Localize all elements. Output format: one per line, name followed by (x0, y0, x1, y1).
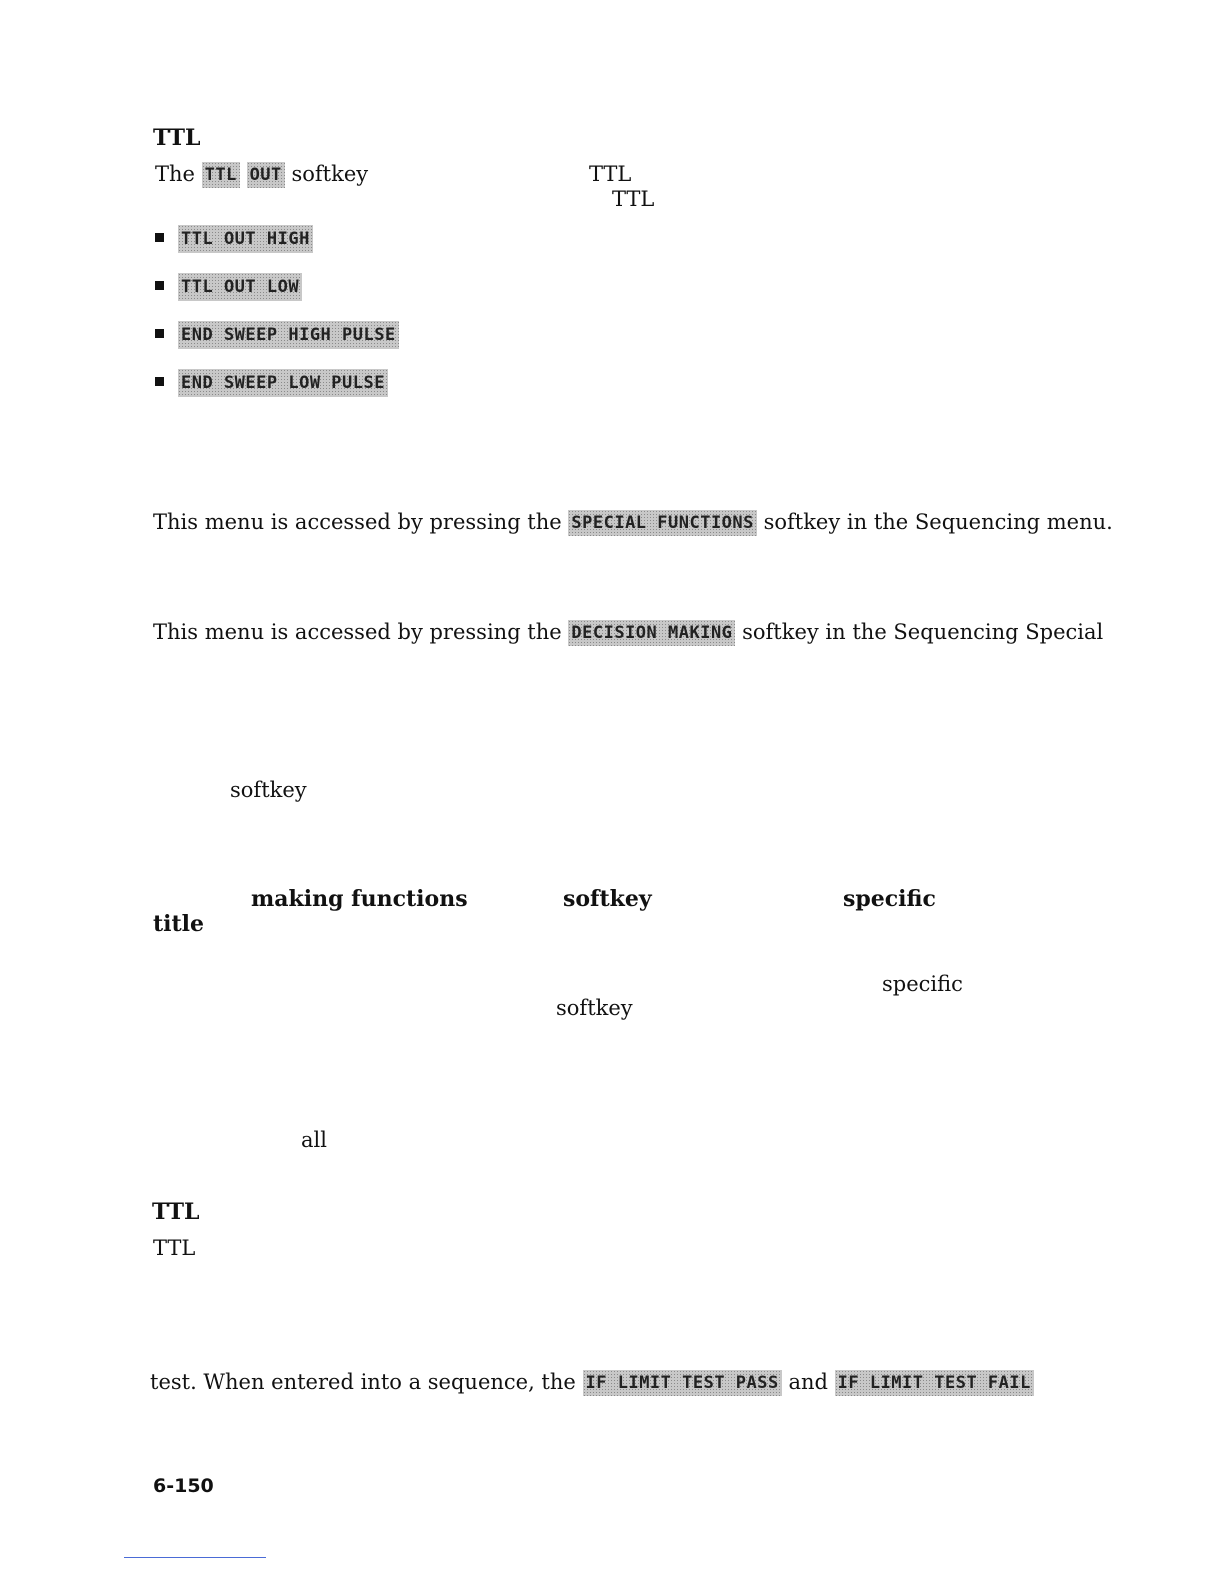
fragment-softkey: softkey (230, 778, 307, 802)
decision-making-paragraph (153, 620, 1103, 646)
heading-fragment-specific: specific (843, 886, 936, 912)
softkey-ttl: TTL (202, 162, 240, 188)
option-list-item (155, 273, 302, 301)
text-softkey: softkey (291, 162, 369, 186)
bullet-icon (155, 233, 164, 242)
option-list-item (155, 225, 313, 253)
softkey-special-functions: SPECIAL FUNCTIONS (568, 510, 757, 536)
page-number: 6-150 (153, 1475, 214, 1497)
text-sequencing-special: softkey in the Sequencing Special (742, 620, 1104, 644)
text-sequencing-menu: softkey in the Sequencing menu. (763, 510, 1113, 534)
footer-divider (124, 1557, 266, 1558)
softkey-if-limit-test-pass: IF LIMIT TEST PASS (583, 1370, 782, 1396)
ttl-out-line-2-tail: TTL (612, 187, 655, 211)
section-heading-ttl-out: TTL (153, 125, 201, 151)
ttl-out-description-line-1 (155, 162, 368, 188)
text-and: and (788, 1370, 828, 1394)
softkey-ttl-out-high: TTL OUT HIGH (178, 225, 313, 253)
softkey-decision-making: DECISION MAKING (568, 620, 735, 646)
bullet-icon (155, 281, 164, 290)
section-heading-ttl-in: TTL (152, 1199, 200, 1225)
option-list-item (155, 369, 388, 397)
fragment-specific: specific (882, 972, 963, 996)
ttl-in-body-fragment: TTL (153, 1236, 196, 1260)
text-limit-test-intro: test. When entered into a sequence, the (150, 1370, 576, 1394)
limit-test-paragraph (150, 1370, 1034, 1396)
heading-fragment-making-functions: making functions (251, 886, 468, 912)
softkey-ttl-out-low: TTL OUT LOW (178, 273, 302, 301)
bullet-icon (155, 329, 164, 338)
softkey-end-sweep-high-pulse: END SWEEP HIGH PULSE (178, 321, 399, 349)
bullet-icon (155, 377, 164, 386)
softkey-out: OUT (247, 162, 285, 188)
text-the: The (155, 162, 195, 186)
text-menu-access: This menu is accessed by pressing the (153, 620, 562, 644)
heading-fragment-title: title (153, 911, 205, 937)
special-functions-paragraph (153, 510, 1113, 536)
fragment-all: all (301, 1128, 327, 1152)
softkey-end-sweep-low-pulse: END SWEEP LOW PULSE (178, 369, 388, 397)
option-list-item (155, 321, 399, 349)
fragment-softkey: softkey (556, 996, 633, 1020)
ttl-out-line-1-tail: TTL (589, 162, 632, 186)
heading-fragment-softkey: softkey (563, 886, 652, 912)
text-menu-access: This menu is accessed by pressing the (153, 510, 562, 534)
softkey-if-limit-test-fail: IF LIMIT TEST FAIL (835, 1370, 1034, 1396)
